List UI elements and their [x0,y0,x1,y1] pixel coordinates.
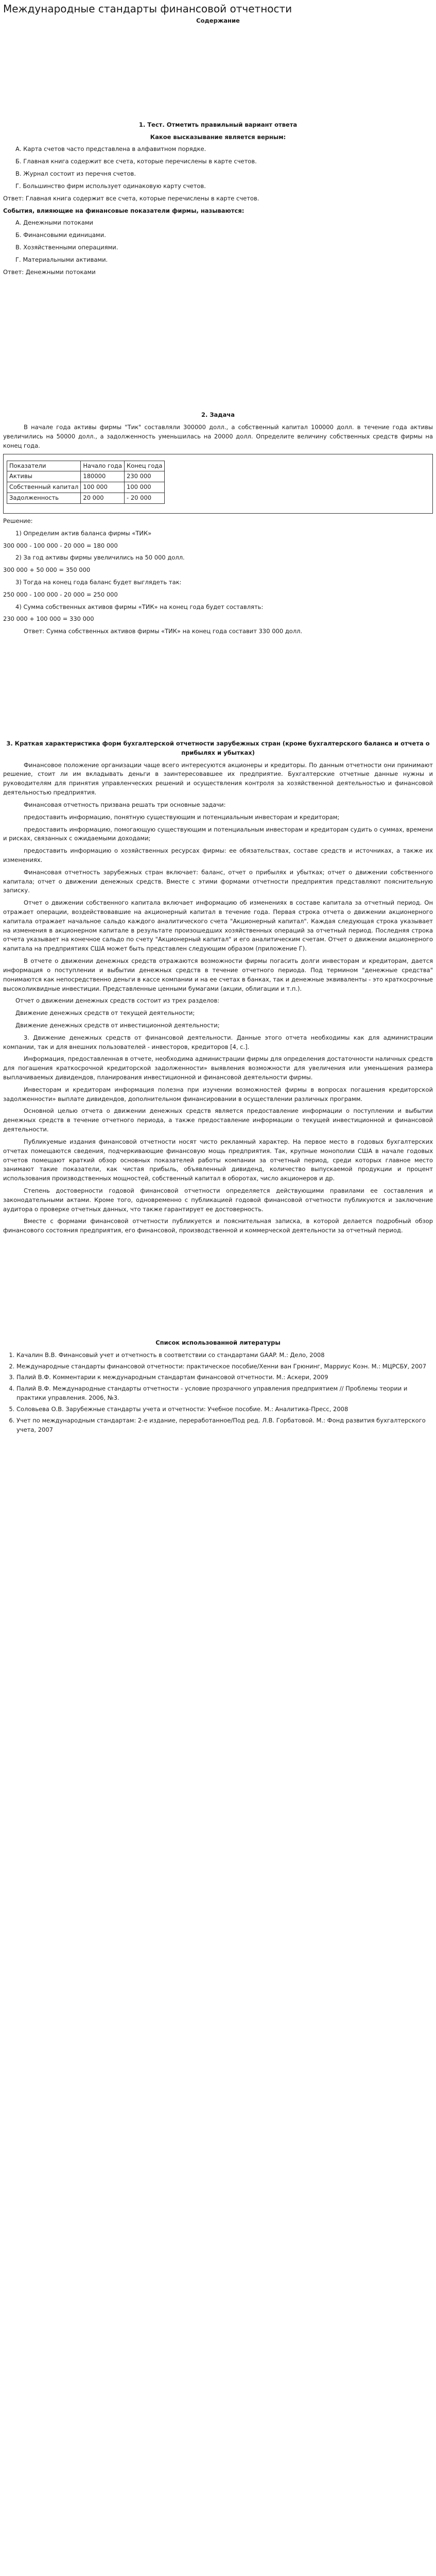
solution-calc: 300 000 + 50 000 = 350 000 [3,566,91,574]
table-header-cell: Начало года [81,461,125,471]
list-item: 5. Соловьева О.В. Зарубежные стандарты учета и отчетности: Учебное пособие. М.: Аналитика-Пресс, 2008 [16,1405,433,1414]
table-cell: Активы [7,471,81,482]
table-row [7,493,165,504]
paragraph: Отчет о движении собственного капитала включает информацию об изменениях в составе капитала за отчетный период. Он отражает операции, воздействовавшие на акционерный капитал в течение года. Первая строка отчета о движении акционерного капитала отражает начальное сальдо каждого аналитического счета "Акционерный капитал". Каждая следующая строка указывает на изменения в акционерном капитале в результате произошедших хозяйственных операций за отчетный период. Последняя строка отчета указывает на конечное сальдо по счету "Акционерный капитал" и его аналитическим счетам. Отчет о движении акционерного капитала на предприятиях США может быть представлен следующим образом (приложение Г). [3,899,433,953]
paragraph: Инвесторам и кредиторам информация полезна при изучении возможностей фирмы в вопросах погашения кредиторской задолженности» выплате дивидендов, дополнительном финансировании в осуществлении различных программ. [3,1086,433,1103]
section-forms [3,739,433,1235]
table-cell: 20 000 [81,493,125,504]
section-test [3,121,433,277]
solution-step: 4) Сумма собственных активов фирмы «ТИК» на конец года будет составлять: [15,603,264,611]
section-task [3,411,433,636]
q1-option-a: А. Карта счетов часто представлена в алфавитном порядке. [15,145,206,153]
paragraph: В отчете о движении денежных средств отражаются возможности фирмы погасить долги инвесторам и кредиторам, дается информация о поступлении и выбытии денежных средств в течение отчетного периода. Под термином "денежные средства" понимаются как непосредственно деньги в кассе компании и на ее счетах в банках, так и денежные эквиваленты - это краткосрочные высоколиквидные инвестиции. Представленные ценными бумагами (акции, облигации и т.п.). [3,957,433,992]
task-table [7,461,165,504]
paragraph: предоставить информацию о хозяйственных ресурсах фирмы: ее обязательствах, составе средств и источниках, а также их изменениях. [3,847,433,863]
document-title: Международные стандарты финансовой отчетности [3,3,292,15]
paragraph: Финансовая отчетность призвана решать три основные задачи: [24,801,226,808]
paragraph: Отчет о движении денежных средств состоит из трех разделов: [15,997,220,1005]
list-item: 2. Международные стандарты финансовой отчетности: практическое пособие/Хенни ван Грюнинг, Марриус Коэн. М.: МЦРСБУ, 2007 [16,1362,433,1371]
q2-option-a: А. Денежными потоками [15,219,94,227]
q2-answer: Ответ: Денежными потоками [3,268,96,276]
table-header-cell: Конец года [125,461,165,471]
table-cell: 100 000 [125,482,165,493]
literature-list [3,1351,433,1435]
question-2: События, влияющие на финансовые показатели фирмы, называются: [3,207,245,214]
solution-calc: 230 000 + 100 000 = 330 000 [3,615,94,623]
question-1: Какое высказывание является верным: [150,133,286,141]
q2-option-d: Г. Материальными активами. [15,256,108,263]
q1-option-c: В. Журнал состоит из перечня счетов. [15,170,136,178]
solution-calc: 250 000 - 100 000 - 20 000 = 250 000 [3,590,118,598]
paragraph: Информация, предоставленная в отчете, необходима администрации фирмы для определения достаточности наличных средств для погашения краткосрочной кредиторской задолженности» выявления возможности для увеличения или уменьшения размера выплачиваемых дивидендов, планирования инвестиционной и финансовой деятельности фирмы. [3,1055,433,1081]
solution-step: 2) За год активы фирмы увеличились на 50 000 долл. [15,554,185,562]
document [0,2,436,1467]
paragraph: Основной целью отчета о движении денежных средств является предоставление информации о поступлении и выбытии денежных средств в течение отчетного периода, а также предоставление информации о текущей инвестиционной и финансовой деятельности. [3,1107,433,1133]
paragraph: Степень достоверности годовой финансовой отчетности определяется действующими правилами ее составления и законодательными актами. Кроме того, одновременно с публикацией годовой финансовой отчетности публикуются и заключение аудитора о проверке отчетных данных, что также гарантирует ее достоверность. [3,1187,433,1213]
table-header-row [7,461,165,471]
paragraph: Финансовое положение организации чаще всего интересуются акционеры и кредиторы. По данным отчетности они принимают решение, стоит ли им вкладывать деньги в заинтересовавшее их предприятие. Бухгалтерские отчетные данные нужны и руководителям для принятия управленческих решений и осуществления контроля за хозяйственной деятельностью и финансовой деятельностью предприятия. [3,761,433,796]
paragraph: 3. Движение денежных средств от финансовой деятельности. Данные этого отчета необходимы как для администрации компании, так и для внешних пользователей - инвесторов, кредиторов [4, с.]. [3,1033,433,1050]
solution-calc: 300 000 - 100 000 - 20 000 = 180 000 [3,541,118,549]
solution-step: 3) Тогда на конец года баланс будет выглядеть так: [15,578,182,586]
section3-heading: 3. Краткая характеристика форм бухгалтерской отчетности зарубежных стран (кроме бухгалтерского баланса и отчета о прибылях и убытках) [6,740,430,756]
paragraph: Финансовая отчетность зарубежных стран включает: баланс, отчет о прибылях и убытках; отчет о движении собственного капитала; отчет о движении денежных средств. Вместе с этими формами отчетности предприятия представляют пояснительную записку. [3,868,433,894]
q1-answer: Ответ: Главная книга содержит все счета, которые перечислены в карте счетов. [3,194,259,202]
paragraph: Публикуемые издания финансовой отчетности носят чисто рекламный характер. На первое место в годовых бухгалтерских отчетах помещаются сведения, подчеркивающие финансовую мощь предприятия. Так, крупные монополии США в начале годовых отчетов помещают краткий обзор основных показателей работы компании за отчетный период, среди которых главное место занимают такие показатели, как чистая прибыль, объявленный дивиденд, количество выпускаемой продукции и процент использования производственных мощностей, собственный капитал в оборотах, число акционеров и др. [3,1138,433,1182]
q2-option-b: Б. Финансовыми единицами. [15,231,106,239]
list-item: 3. Палий В.Ф. Комментарии к международным стандартам финансовой отчетности. М.: Аскери, 2009 [16,1373,433,1382]
solution-label: Решение: [3,517,33,524]
q1-option-b: Б. Главная книга содержит все счета, которые перечислены в карте счетов. [15,158,257,165]
solution-step: 1) Определим актив баланса фирмы «ТИК» [15,529,152,537]
list-item: 4. Палий В.Ф. Международные стандарты отчетности - условие прозрачного управления предприятием // Проблемы теории и практики управления. 2006, №3. [16,1384,433,1403]
table-header-cell: Показатели [7,461,81,471]
table-row [7,471,165,482]
paragraph: предоставить информацию, понятную существующим и потенциальным инвесторам и кредиторам; [24,813,340,821]
paragraph: Движение денежных средств от инвестиционной деятельности; [15,1021,220,1029]
solution-answer: Ответ: Сумма собственных активов фирмы «ТИК» на конец года составит 330 000 долл. [24,628,303,635]
literature-heading: Список использованной литературы [155,1339,281,1346]
table-cell: - 20 000 [125,493,165,504]
table-row [7,482,165,493]
paragraph: предоставить информацию, помогающую существующим и потенциальным инвесторам и кредиторам судить о суммах, времени и рисках, связанных с ожидаемыми доходами; [3,825,433,842]
list-item: 1. Качалин В.В. Финансовый учет и отчетность в соответствии со стандартами GAAP. М.: Дело, 2008 [16,1351,433,1360]
task-text: В начале года активы фирмы "Тик" составляли 300000 долл., а собственный капитал 100000 долл. в течение года активы увеличились на 50000 долл., а задолженность уменьшилась на 20000 долл. Определите величину собственных средств фирмы на конец года. [3,423,433,449]
paragraph: Вместе с формами финансовой отчетности публикуется и пояснительная записка, в которой делается подробный обзор финансового состояния предприятия, его финансовой, производственной и коммерческой деятельности за отчетный период. [3,1217,433,1234]
list-item: 6. Учет по международным стандартам: 2-е издание, переработанное/Под ред. Л.В. Горбатовой. М.: Фонд развития бухгалтерского учета, 2007 [16,1416,433,1435]
test-heading: 1. Тест. Отметить правильный вариант ответа [138,121,298,128]
task-heading: 2. Задача [201,411,235,419]
table-cell: Собственный капитал [7,482,81,493]
table-cell: Задолженность [7,493,81,504]
table-cell: 180000 [81,471,125,482]
q1-option-d: Г. Большинство фирм использует одинаковую карту счетов. [15,182,206,190]
table-cell: 230 000 [125,471,165,482]
q2-option-c: В. Хозяйственными операциями. [15,243,118,251]
paragraph: Движение денежных средств от текущей деятельности; [15,1009,195,1017]
table-cell: 100 000 [81,482,125,493]
section-literature [3,1338,433,1434]
task-table-box [3,454,433,514]
toc-heading: Содержание [196,17,240,24]
